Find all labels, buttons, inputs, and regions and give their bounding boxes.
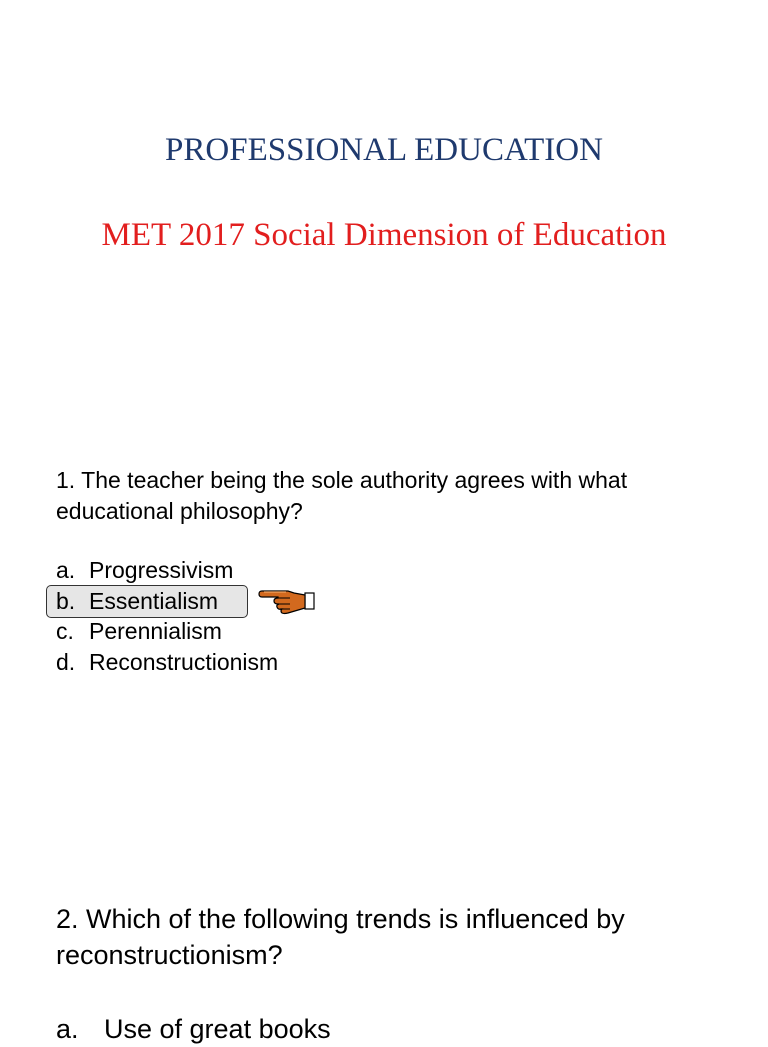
option-label: Use of great books [104,1014,331,1044]
option-letter: b. [56,587,76,614]
option-letter: d. [56,648,76,675]
option-b-selected [56,586,736,617]
option-letter: a. [56,1014,79,1044]
option-label: Perennialism [89,618,222,644]
pointing-hand-icon [258,586,318,616]
option-label: Essentialism [89,587,219,614]
question-2 [56,901,736,1047]
option-c [56,616,736,647]
question-1 [56,465,736,677]
option-a [56,1011,736,1047]
question-1-options [56,555,736,677]
option-letter: c. [56,618,74,644]
option-d [56,647,736,678]
option-label: Progressivism [89,557,234,583]
option-a [56,555,736,586]
option-letter: a. [56,557,76,583]
question-2-text: 2. Which of the following trends is influenced by reconstructionism? [56,904,625,970]
page-title: PROFESSIONAL EDUCATION [165,132,603,168]
question-2-options [56,1011,736,1047]
option-label: Reconstructionism [89,648,279,675]
page-subtitle: MET 2017 Social Dimension of Education [101,217,667,253]
question-1-text: 1. The teacher being the sole authority agrees with what educational philosophy? [56,467,628,524]
